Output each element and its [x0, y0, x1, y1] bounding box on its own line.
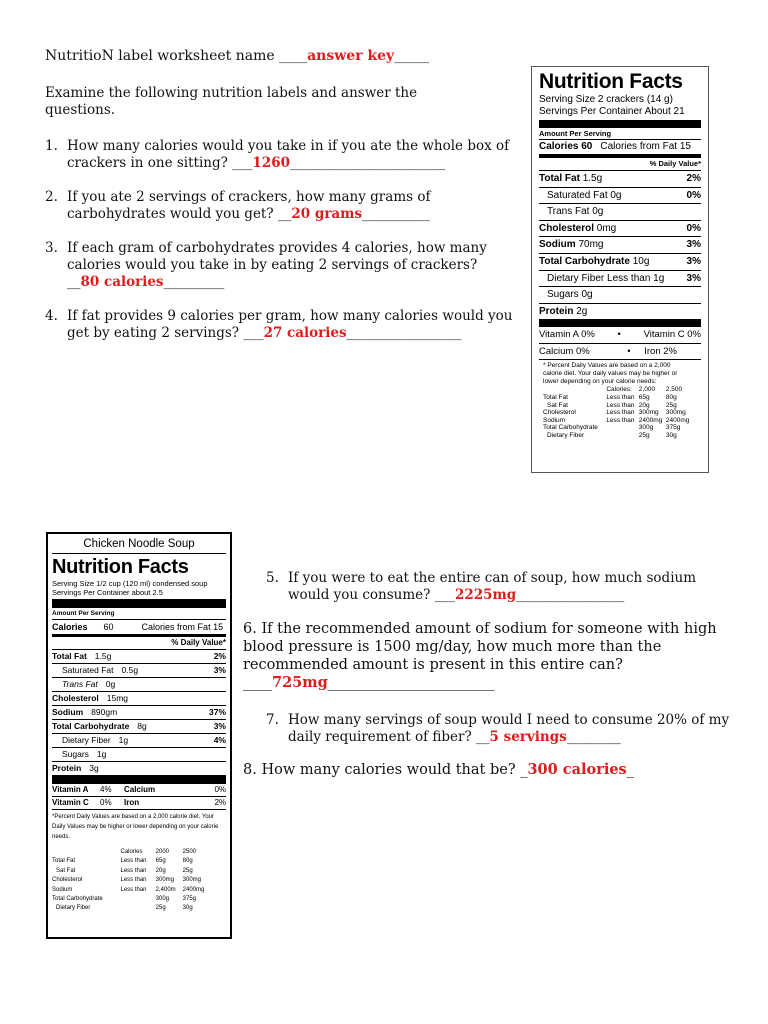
- calories-value: 60: [103, 622, 114, 632]
- nutrient-amount: 0g: [589, 206, 604, 218]
- nutrient-label: [539, 287, 593, 303]
- question-text: If each gram of carbohydrates provides 4 calories, how many: [67, 240, 487, 256]
- label-title: Nutrition Facts: [52, 556, 189, 578]
- table-cell: 375g: [665, 424, 681, 432]
- crackers-nutrition-label: [531, 66, 709, 473]
- table-header-row: [543, 386, 693, 394]
- iron: Iron 2%: [644, 346, 677, 358]
- nutrient-row: [52, 761, 226, 775]
- intro-text: Examine the following nutrition labels and answer the questions.: [45, 85, 418, 118]
- answer: 27 calories: [263, 325, 347, 341]
- nutrient-amount: 0mg: [594, 222, 617, 234]
- daily-value-header: % Daily Value*: [171, 638, 226, 647]
- table-cell: 375g: [182, 896, 197, 903]
- table-cell: 65g: [155, 858, 166, 865]
- servings-per-container: Servings Per Container About 21: [539, 106, 685, 117]
- label-title: Nutrition Facts: [539, 70, 683, 93]
- servings-per-container: Servings Per Container about 2.5: [52, 588, 163, 597]
- serving-size: Serving Size 1/2 cup (120 ml) condensed soup: [52, 579, 208, 588]
- table-cell: 2400mg: [665, 416, 690, 424]
- table-cell: Total Carbohydrate: [52, 896, 103, 903]
- table-header-cell: Calories: [120, 849, 143, 855]
- answer-blank: _______________________: [289, 155, 446, 171]
- question-text: 8. How many calories would that be? _: [243, 762, 528, 778]
- table-header-cell: [52, 848, 120, 857]
- table-cell: Total Fat: [52, 858, 76, 865]
- answer: 2225mg: [454, 587, 517, 603]
- nutrient-label: [539, 221, 616, 237]
- vitamin-c: Vitamin C: [52, 798, 89, 807]
- answer-line: [243, 674, 743, 692]
- answer-line: [67, 325, 515, 342]
- vitamin-c-row: [52, 796, 226, 809]
- nutrient-row: [539, 253, 701, 270]
- nutrient-daily-value: 2%: [213, 651, 226, 661]
- nutrient-label: [52, 678, 115, 691]
- worksheet-title: [45, 48, 429, 65]
- vitamin-a: Vitamin A: [52, 785, 89, 794]
- nutrient-name: Trans Fat: [62, 679, 98, 689]
- question-number: 3.: [45, 240, 58, 256]
- nutrient-name: Sodium: [52, 707, 84, 717]
- nutrient-label: [539, 204, 603, 220]
- nutrient-name: Protein: [52, 763, 82, 773]
- table-cell: 30g: [665, 431, 677, 439]
- table-row: [52, 895, 212, 904]
- nutrient-amount: 890gm: [91, 707, 118, 717]
- table-cell: 300mg: [665, 409, 686, 417]
- table-row: [543, 394, 693, 402]
- table-cell: 2,400m: [155, 886, 176, 893]
- answer: 1260: [252, 155, 290, 171]
- answer: 80 calories: [80, 274, 164, 290]
- nutrient-row: [539, 170, 701, 187]
- nutrient-daily-value: 3%: [686, 272, 701, 284]
- nutrient-label: [52, 720, 147, 733]
- table-cell: [120, 895, 155, 904]
- answer-line: [67, 155, 515, 172]
- vitamin-row: [539, 327, 701, 343]
- answer-line: [288, 729, 746, 746]
- question-8: [243, 761, 634, 779]
- question-text: blood pressure is 1500 mg/day, how much more than the: [243, 639, 662, 655]
- serving-size: Serving Size 2 crackers (14 g): [539, 94, 673, 105]
- table-cell: Sodium: [543, 416, 566, 424]
- table-cell: 300g: [638, 424, 654, 432]
- answer-blank: _________________: [346, 325, 462, 341]
- calories-row: [539, 139, 701, 154]
- table-cell: Dietary Fiber: [547, 431, 585, 439]
- table-cell: Sodium: [52, 886, 73, 893]
- question-number: 1.: [45, 138, 58, 154]
- answer-blank: __________: [362, 206, 430, 222]
- nutrient-amount: 10g: [629, 255, 650, 267]
- nutrient-label: [52, 650, 111, 663]
- table-row: [543, 424, 693, 432]
- nutrient-daily-value: 3%: [686, 239, 701, 251]
- table-header-cell: 2,500: [665, 386, 683, 394]
- iron-value: 2%: [214, 798, 226, 807]
- question-2: [45, 189, 515, 223]
- nutrient-amount: 0g: [578, 289, 593, 301]
- nutrient-row: [52, 677, 226, 691]
- nutrient-name: Dietary Fiber: [62, 735, 111, 745]
- question-text: daily requirement of fiber? __: [288, 729, 490, 745]
- table-cell: Sat Fat: [547, 401, 568, 409]
- table-cell: Sat Fat: [56, 867, 76, 874]
- table-row: [52, 857, 212, 866]
- answer-blank: ________________: [516, 587, 625, 603]
- table-cell: 2400mg: [638, 416, 663, 424]
- bullet-icon: •: [617, 329, 621, 341]
- nutrient-row: [52, 747, 226, 761]
- table-header-cell: 2,000: [638, 386, 656, 394]
- calcium: Calcium: [124, 785, 156, 794]
- calories: Calories 60: [539, 141, 593, 152]
- nutrient-daily-value: 4%: [213, 735, 226, 745]
- table-header-row: [52, 848, 212, 857]
- question-text: 6. If the recommended amount of sodium for someone with high: [243, 621, 717, 637]
- question-6: [243, 620, 743, 692]
- question-5: [266, 570, 736, 604]
- table-cell: 300mg: [155, 877, 174, 884]
- footnote: * Percent Daily Values are based on a 2,000 calorie diet. Your daily values may be higher or lower depending on your calorie needs:: [539, 359, 701, 386]
- calcium: Calcium 0%: [539, 346, 590, 358]
- nutrient-label: [52, 664, 138, 677]
- nutrient-amount: 2g: [573, 305, 588, 317]
- table-cell: Less than: [606, 409, 635, 417]
- calcium-value: 0%: [214, 785, 226, 794]
- question-text: recommended amount is present in this entire can?: [243, 657, 623, 673]
- nutrient-label: [52, 748, 106, 761]
- question-number: 2.: [45, 189, 58, 205]
- table-cell: 20g: [638, 401, 650, 409]
- table-header-cell: 2500: [182, 849, 197, 855]
- answer-blank: ________: [566, 729, 621, 745]
- question-7: [266, 712, 746, 746]
- divider: [539, 319, 701, 327]
- nutrient-amount: 1.5g: [579, 173, 603, 184]
- table-cell: Cholesterol: [52, 877, 83, 884]
- table-cell: Less than: [120, 867, 147, 874]
- table-row: [543, 432, 693, 440]
- nutrient-label: [539, 171, 602, 187]
- nutrient-name: Sodium: [539, 239, 576, 251]
- nutrient-daily-value: 3%: [213, 721, 226, 731]
- answer-blank: _________: [163, 274, 225, 290]
- nutrient-row: [52, 649, 226, 663]
- nutrient-amount: Less than 1g: [604, 272, 665, 284]
- question-3: [45, 240, 515, 291]
- table-header-cell: [543, 386, 606, 394]
- table-cell: 300g: [155, 896, 169, 903]
- table-cell: [120, 904, 155, 913]
- table-row: [543, 402, 693, 410]
- table-cell: Less than: [120, 877, 147, 884]
- question-number: 7.: [266, 712, 279, 728]
- nutrient-row: [539, 236, 701, 253]
- table-cell: Less than: [120, 886, 147, 893]
- table-cell: 30g: [182, 905, 193, 912]
- question-text: How many servings of soup would I need to consume 20% of my: [288, 712, 730, 728]
- nutrient-name: Sugars: [547, 289, 579, 301]
- nutrient-name: Sugars: [62, 749, 89, 759]
- nutrient-row: [539, 286, 701, 303]
- table-cell: 25g: [182, 867, 193, 874]
- nutrient-amount: 3g: [89, 763, 99, 773]
- calories-row: [52, 619, 226, 634]
- question-1: [45, 138, 515, 172]
- nutrient-daily-value: 2%: [686, 173, 701, 184]
- answer: 725mg: [272, 674, 328, 691]
- nutrient-rows: [52, 649, 226, 775]
- table-row: [52, 886, 212, 895]
- table-cell: Total Carbohydrate: [543, 424, 598, 432]
- answer: 5 servings: [489, 729, 567, 745]
- vitamin-a-value: 4%: [100, 785, 112, 794]
- vitamin-a-row: [52, 784, 226, 796]
- question-text: If you were to eat the entire can of soup, how much sodium: [288, 570, 697, 586]
- nutrient-name: Total Fat: [539, 173, 580, 184]
- nutrient-daily-value: 0%: [686, 222, 701, 234]
- table-header-cell: 2000: [155, 849, 169, 855]
- answer-line: [67, 274, 515, 291]
- mineral-row: [539, 343, 701, 359]
- table-cell: 300mg: [182, 877, 202, 884]
- nutrient-amount: 1.5g: [94, 651, 112, 661]
- table-cell: 80g: [182, 858, 193, 865]
- nutrient-label: [539, 304, 587, 320]
- table-cell: Less than: [606, 401, 635, 409]
- product-name: Chicken Noodle Soup: [52, 537, 226, 554]
- answer-line: [67, 206, 515, 223]
- question-text: get by eating 2 servings? ___: [67, 325, 264, 341]
- table-cell: 25g: [665, 401, 677, 409]
- nutrient-name: Cholesterol: [52, 693, 99, 703]
- nutrient-name: Protein: [539, 305, 574, 317]
- divider: [52, 775, 226, 784]
- nutrient-daily-value: 0%: [686, 189, 701, 201]
- table-cell: Cholesterol: [543, 409, 576, 417]
- nutrient-amount: 0g: [105, 679, 116, 689]
- nutrient-name: Saturated Fat: [62, 665, 114, 675]
- nutrient-amount: 0g: [607, 189, 622, 201]
- nutrient-label: [52, 734, 128, 747]
- table-cell: 25g: [155, 905, 166, 912]
- table-cell: 80g: [665, 393, 677, 401]
- daily-value-header: % Daily Value*: [649, 159, 701, 168]
- nutrient-row: [52, 691, 226, 705]
- nutrient-rows: [539, 170, 701, 319]
- table-cell: 25g: [638, 431, 650, 439]
- answer-line: [288, 587, 736, 604]
- table-header-cell: Calories:: [606, 386, 632, 394]
- question-text: If fat provides 9 calories per gram, how many calories would you: [67, 308, 513, 324]
- nutrient-amount: 1g: [96, 749, 107, 759]
- answer-blank: ____: [243, 675, 272, 691]
- divider: [539, 120, 701, 128]
- nutrient-row: [539, 303, 701, 320]
- calories-from-fat: Calories from Fat 15: [600, 141, 691, 152]
- question-text: If you ate 2 servings of crackers, how many grams of: [67, 189, 431, 205]
- question-number: 4.: [45, 308, 58, 324]
- table-cell: [606, 432, 638, 440]
- nutrient-name: Total Carbohydrate: [52, 721, 130, 731]
- question-text: calories would you take in by eating 2 servings of crackers?: [67, 257, 478, 273]
- table-row: [52, 904, 212, 913]
- nutrient-row: [539, 270, 701, 287]
- nutrient-daily-value: 3%: [213, 665, 226, 675]
- table-cell: Dietary Fiber: [56, 905, 91, 912]
- amount-per-serving: Amount Per Serving: [539, 129, 612, 138]
- answer: 300 calories: [527, 761, 627, 778]
- nutrient-amount: 1g: [118, 735, 129, 745]
- nutrient-name: Total Fat: [52, 651, 87, 661]
- table-cell: Less than: [606, 393, 635, 401]
- iron: Iron: [124, 798, 140, 807]
- table-cell: 20g: [155, 867, 166, 874]
- title-prefix: NutritioN label worksheet name ____: [45, 48, 308, 64]
- nutrient-amount: 15mg: [106, 693, 129, 703]
- nutrient-amount: 70mg: [575, 239, 604, 251]
- vitamin-a: Vitamin A 0%: [539, 329, 595, 341]
- daily-values-table: [52, 848, 212, 914]
- title-answer: answer key: [307, 48, 395, 64]
- table-row: [52, 876, 212, 885]
- answer-blank: __: [67, 274, 81, 290]
- soup-nutrition-label: [46, 532, 232, 939]
- question-text: How many calories would you take in if you ate the whole box of: [67, 138, 510, 154]
- table-cell: [606, 424, 638, 432]
- nutrient-label: [52, 706, 117, 719]
- table-cell: Less than: [120, 858, 147, 865]
- table-row: [543, 409, 693, 417]
- nutrient-label: [539, 188, 622, 204]
- nutrient-daily-value: 37%: [208, 707, 226, 717]
- vitamin-c: Vitamin C 0%: [643, 329, 701, 341]
- nutrient-name: Saturated Fat: [547, 189, 608, 201]
- table-row: [543, 417, 693, 425]
- daily-values-table: [543, 386, 693, 439]
- nutrient-label: [52, 762, 99, 775]
- nutrient-row: [52, 705, 226, 719]
- nutrient-amount: 0.5g: [121, 665, 139, 675]
- title-suffix: _____: [394, 48, 430, 64]
- nutrient-row: [52, 663, 226, 677]
- table-cell: Less than: [606, 416, 635, 424]
- calories-from-fat: Calories from Fat 15: [141, 622, 224, 632]
- nutrient-label: [52, 692, 128, 705]
- amount-per-serving: Amount Per Serving: [52, 610, 115, 617]
- nutrient-row: [539, 187, 701, 204]
- calories: Calories: [52, 622, 88, 632]
- nutrient-row: [539, 220, 701, 237]
- nutrient-name: Total Carbohydrate: [539, 255, 630, 267]
- table-row: [52, 867, 212, 876]
- answer: 20 grams: [291, 206, 363, 222]
- nutrient-label: [539, 271, 664, 287]
- nutrient-row: [52, 719, 226, 733]
- nutrient-label: [539, 254, 649, 270]
- answer-blank: _______________________: [327, 675, 495, 691]
- question-text: would you consume? ___: [288, 587, 455, 603]
- bullet-icon: •: [627, 346, 631, 358]
- table-cell: 300mg: [638, 409, 659, 417]
- nutrient-row: [539, 203, 701, 220]
- nutrient-name: Dietary Fiber: [547, 272, 605, 284]
- question-number: 5.: [266, 570, 279, 586]
- table-cell: 2400mg: [182, 886, 205, 893]
- nutrient-daily-value: 3%: [686, 255, 701, 267]
- table-cell: 65g: [638, 393, 650, 401]
- nutrient-amount: 8g: [137, 721, 147, 731]
- question-text: crackers in one sitting? ___: [67, 155, 253, 171]
- footnote: *Percent Daily Values are based on a 2,000 calorie diet. Your Daily Values may be higher or lower depending on your calorie needs.: [52, 809, 226, 842]
- question-4: [45, 308, 515, 342]
- nutrient-row: [52, 733, 226, 747]
- answer-blank: _: [626, 762, 634, 778]
- table-cell: Total Fat: [543, 393, 568, 401]
- divider: [52, 599, 226, 608]
- nutrient-name: Cholesterol: [539, 222, 595, 234]
- nutrient-name: Trans Fat: [547, 206, 590, 218]
- nutrient-label: [539, 237, 603, 253]
- vitamin-c-value: 0%: [100, 798, 112, 807]
- question-text: carbohydrates would you get? __: [67, 206, 292, 222]
